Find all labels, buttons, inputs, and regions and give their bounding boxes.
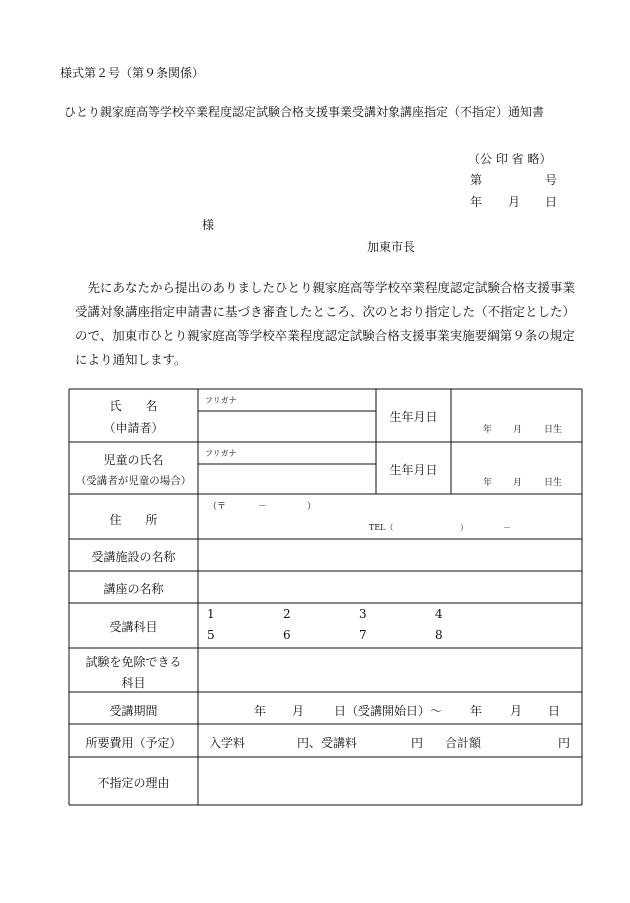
subjects-label: 受講科目 [109,620,158,634]
body-line: ので、加東市ひとり親家庭高等学校卒業程度認定試験合格支援事業実施要綱第９条の規定 [75,328,575,343]
subject-number: 5 [207,628,215,642]
subject-number: 2 [283,607,291,621]
date-month: 月 [508,195,521,209]
furigana-label: フリガナ [205,449,237,458]
birth-year: 年 [483,425,493,435]
body-line: 先にあなたから提出のありましたひとり親家庭高等学校卒業程度認定試験合格支援事業 [75,280,576,295]
birth-day-suffix: 日生 [544,425,563,435]
period-label: 受講期間 [109,704,158,718]
total-yen: 円 [558,736,571,750]
total-label: 合計額 [445,736,482,750]
period-start-day: 日（受講開始日）～ [334,704,443,718]
birth-day-suffix: 日生 [544,478,563,488]
issuer: 加東市長 [367,240,416,254]
birthdate-label: 生年月日 [389,463,438,477]
postal-close: ） [307,502,317,512]
cost-label: 所要費用（予定） [85,736,182,750]
exempt-subjects-label: 科目 [121,676,146,690]
address-label: 住 所 [109,513,158,527]
tuition-yen: 円 [411,736,424,750]
birth-month: 月 [513,425,523,435]
period-day-end: 日 [548,704,561,718]
furigana-label: フリガナ [205,396,237,405]
period-year: 年 [254,704,267,718]
subject-number: 1 [207,607,215,621]
tel-open: TEL（ [369,523,394,532]
child-name-label: 児童の氏名 [103,453,164,467]
date-day: 日 [545,195,558,209]
period-year-end: 年 [470,704,483,718]
number-suffix: 号 [545,173,558,187]
document-title: ひとり親家庭高等学校卒業程度認定試験合格支援事業受講対象講座指定（不指定）通知書 [64,105,545,119]
exempt-subjects-label: 試験を免除できる [85,655,182,669]
course-label: 講座の名称 [103,582,164,596]
body-line: により通知します。 [75,352,187,367]
subject-number: 3 [359,607,367,621]
non-designation-reason-label: 不指定の理由 [97,776,170,790]
admission-yen: 円、受講料 [297,736,358,750]
subject-number: 6 [283,628,291,642]
admission-fee-label: 入学料 [209,736,246,750]
facility-label: 受講施設の名称 [91,550,176,564]
body-line: 受講対象講座指定申請書に基づき審査したところ、次のとおり指定した（不指定とした） [75,304,576,319]
applicant-name-label: 氏 名 [109,399,158,413]
period-month-end: 月 [510,704,523,718]
subject-number: 8 [435,628,443,642]
postal-dash: － [258,502,268,512]
date-year: 年 [470,195,483,209]
addressee-honorific: 様 [202,218,215,232]
tel-dash: － [503,523,511,532]
child-sub-label: （受講者が児童の場合） [75,475,192,487]
period-month: 月 [292,704,305,718]
tel-close: ） [460,523,468,532]
number-prefix: 第 [470,173,483,187]
body-paragraph [75,276,595,372]
subject-number: 7 [359,628,367,642]
applicant-sub-label: （申請者） [103,421,164,435]
birthdate-label: 生年月日 [389,410,438,424]
birth-month: 月 [513,478,523,488]
subject-number: 4 [435,607,443,621]
birth-year: 年 [483,478,493,488]
postal-open: （〒 [208,502,227,512]
form-number: 様式第２号（第９条関係） [60,66,205,80]
seal-omitted-note: （公 印 省 略） [468,152,552,166]
